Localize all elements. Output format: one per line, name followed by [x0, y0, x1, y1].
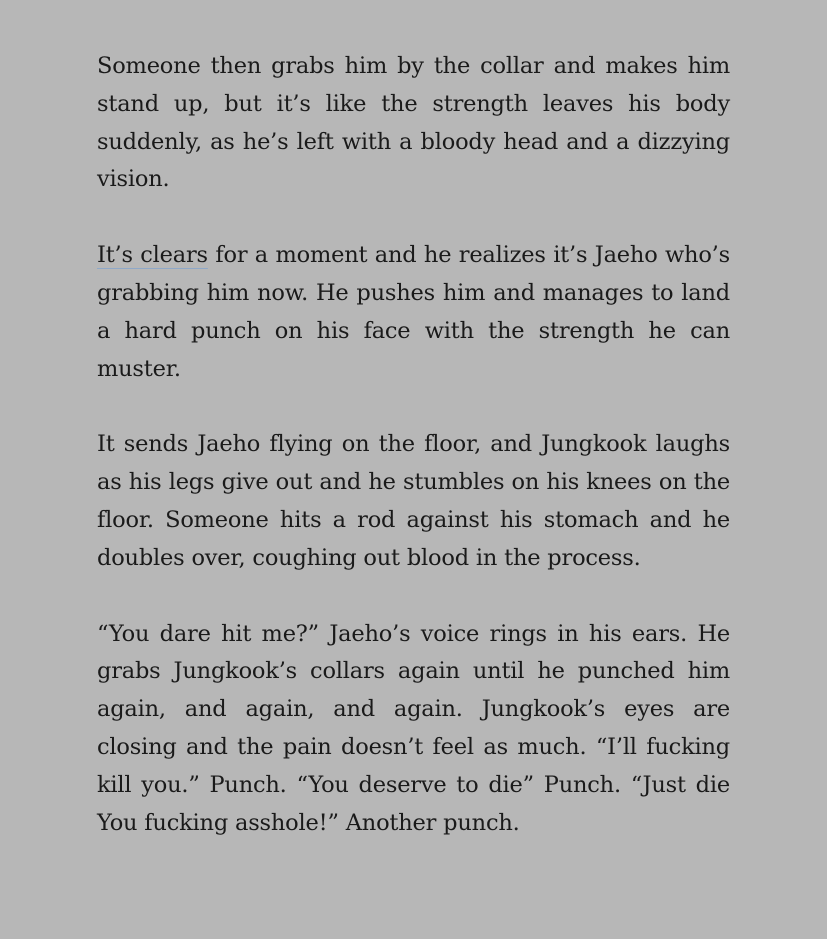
paragraph-4-text: “You dare hit me?” Jaeho’s voice rings in his ears. He grabs Jungkook’s collars again until he punched him again, and again, and again. Jungkook’s eyes are closing and the pain doesn’t feel as much. “I’ll fucking kill you.” Punch. “You deserve to die” Punch. “Just die You fucking asshole!” Another punch. — [97, 620, 730, 836]
underlined-phrase: It’s clears — [97, 242, 208, 269]
paragraph-1-text: Someone then grabs him by the collar and makes him stand up, but it’s like the strength leaves his body suddenly, as he’s left with a bloody head and a dizzying vision. — [97, 53, 730, 193]
paragraph-2 — [97, 237, 730, 388]
paragraph-1 — [97, 48, 730, 199]
paragraph-3 — [97, 426, 730, 577]
paragraph-3-text: It sends Jaeho flying on the floor, and Jungkook laughs as his legs give out and he stumbles on his knees on the floor. Someone hits a rod against his stomach and he doubles over, coughing out blood in the process. — [97, 431, 730, 571]
paragraph-4 — [97, 616, 730, 843]
story-text — [97, 48, 730, 880]
paragraph-2-text: for a moment and he realizes it’s Jaeho who’s grabbing him now. He pushes him and manages to land a hard punch on his face with the strength he can muster. — [97, 242, 730, 382]
